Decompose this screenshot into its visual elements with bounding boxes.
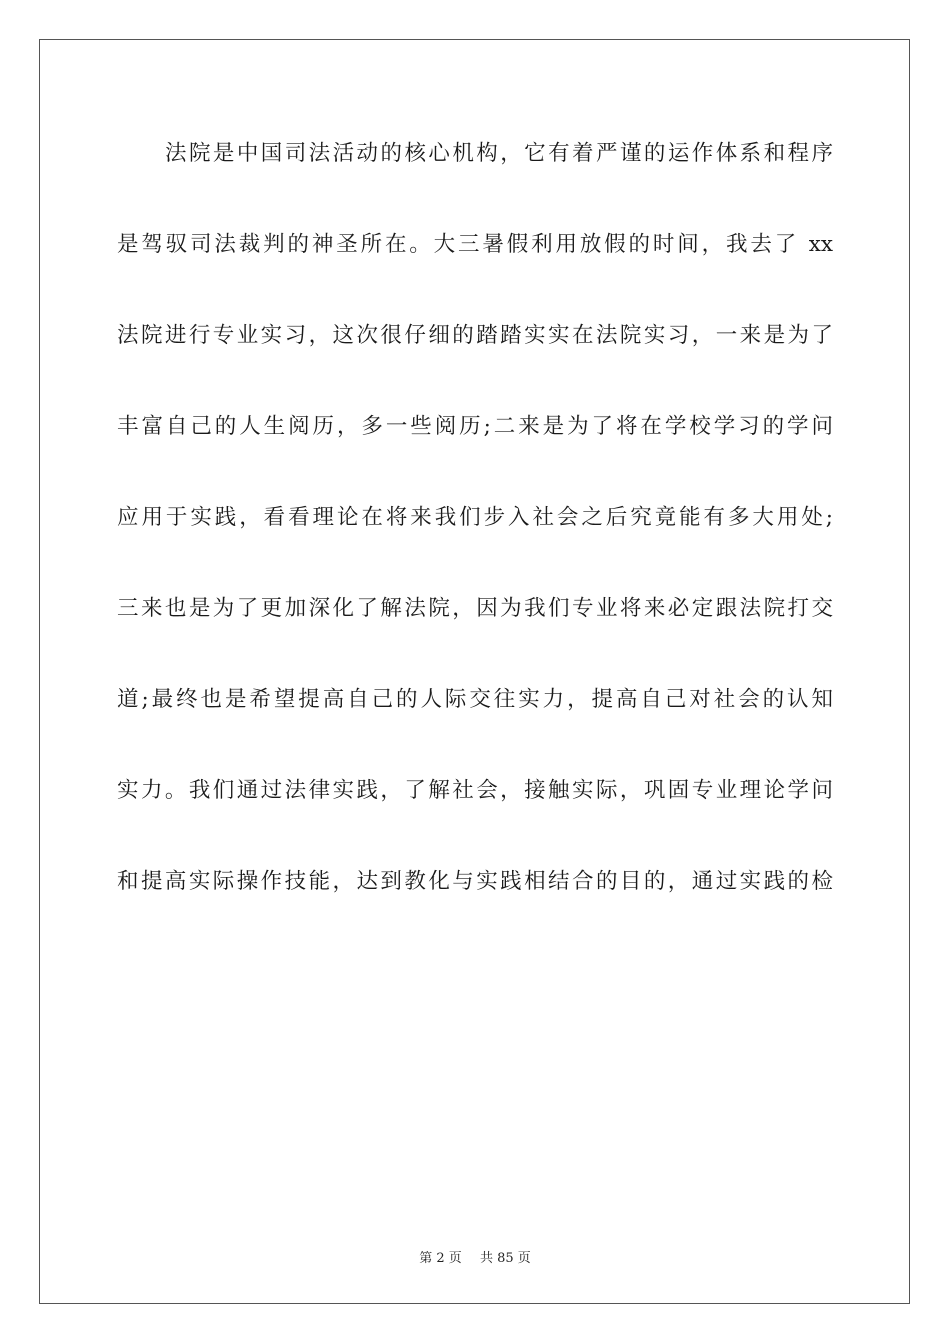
page-footer (0, 1247, 950, 1266)
paragraph-line: 是驾驭司法裁判的神圣所在。大三暑假利用放假的时间，我去了 xx (117, 232, 833, 257)
paragraph-line: 实力。我们通过法律实践，了解社会，接触实际，巩固专业理论学问 (117, 778, 833, 803)
page-number: 第 2 页 (419, 1251, 462, 1266)
paragraph-line: 和提高实际操作技能，达到教化与实践相结合的目的，通过实践的检 (117, 869, 833, 894)
paragraph-line: 法院是中国司法活动的核心机构，它有着严谨的运作体系和程序 (165, 141, 833, 166)
document-body (117, 133, 833, 952)
paragraph-line: 丰富自己的人生阅历，多一些阅历;二来是为了将在学校学习的学问 (117, 414, 833, 439)
paragraph-line: 法院进行专业实习，这次很仔细的踏踏实实在法院实习，一来是为了 (117, 323, 833, 348)
paragraph-line: 应用于实践，看看理论在将来我们步入社会之后究竟能有多大用处; (117, 505, 833, 530)
page-total: 共 85 页 (479, 1251, 531, 1266)
paragraph-line: 三来也是为了更加深化了解法院，因为我们专业将来必定跟法院打交 (117, 596, 833, 621)
paragraph-line: 道;最终也是希望提高自己的人际交往实力，提高自己对社会的认知 (117, 687, 833, 712)
